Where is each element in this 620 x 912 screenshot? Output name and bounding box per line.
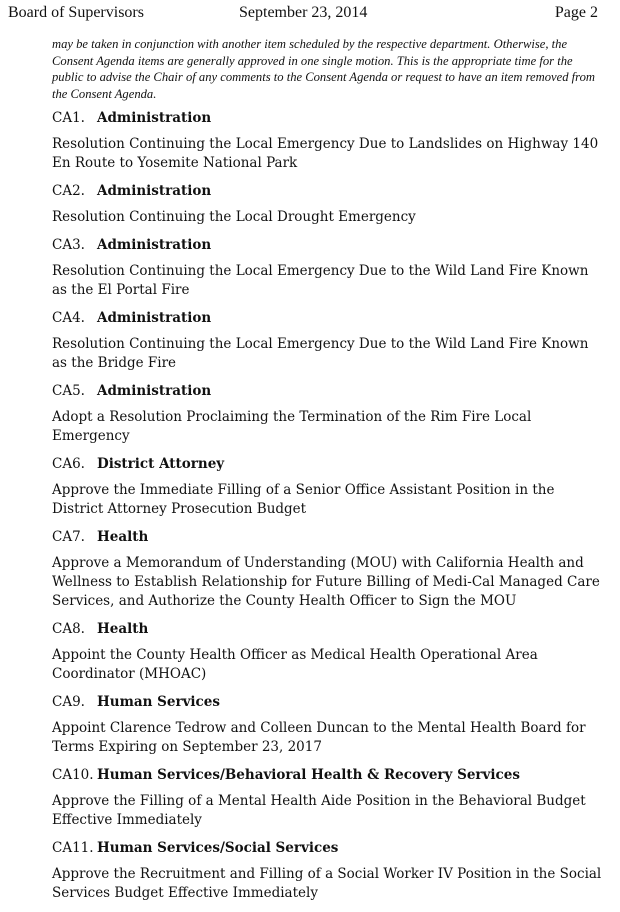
- agenda-item-heading: [52, 109, 607, 128]
- agenda-item-code: CA10.: [52, 767, 94, 783]
- agenda-item-department: Health: [97, 529, 149, 545]
- header-page-number: Page 2: [554, 4, 598, 21]
- agenda-item-department: Administration: [97, 183, 212, 199]
- agenda-item-code: CA9.: [52, 694, 85, 710]
- agenda-item: [52, 693, 607, 757]
- agenda-item: [52, 236, 607, 300]
- agenda-item-department: Administration: [97, 310, 212, 326]
- agenda-item-description: Appoint the County Health Officer as Medical Health Operational Area Coordinator (MHOAC): [52, 647, 538, 682]
- agenda-item-department: Human Services/Behavioral Health & Recovery Services: [97, 767, 520, 783]
- agenda-item-heading: [52, 620, 607, 639]
- agenda-item-heading: [52, 182, 607, 201]
- agenda-item: [52, 382, 607, 446]
- agenda-item-code: CA8.: [52, 621, 85, 637]
- agenda-item: [52, 528, 607, 611]
- agenda-item-heading: [52, 236, 607, 255]
- agenda-item-description: Resolution Continuing the Local Emergency Due to the Wild Land Fire Known as the Bridge Fire: [52, 336, 589, 371]
- agenda-item: [52, 109, 607, 173]
- agenda-item-description: Resolution Continuing the Local Drought Emergency: [52, 209, 416, 225]
- agenda-item: [52, 839, 607, 903]
- agenda-item-department: Human Services/Social Services: [97, 840, 339, 856]
- agenda-item-code: CA1.: [52, 110, 85, 126]
- agenda-item-department: District Attorney: [97, 456, 225, 472]
- agenda-item-code: CA7.: [52, 529, 85, 545]
- agenda-item: [52, 620, 607, 684]
- agenda-item-description: Approve the Recruitment and Filling of a Social Worker IV Position in the Social Services Budget Effective Immediately: [52, 866, 602, 901]
- header-date: September 23, 2014: [239, 4, 368, 21]
- agenda-item-description: Resolution Continuing the Local Emergency Due to Landslides on Highway 140 En Route to Yosemite National Park: [52, 136, 599, 171]
- agenda-item-department: Administration: [97, 110, 212, 126]
- page-header: [8, 4, 612, 24]
- agenda-item-heading: [52, 528, 607, 547]
- agenda-item-code: CA4.: [52, 310, 85, 326]
- agenda-item-description: Resolution Continuing the Local Emergency Due to the Wild Land Fire Known as the El Portal Fire: [52, 263, 589, 298]
- agenda-item-heading: [52, 693, 607, 712]
- agenda-item-description: Appoint Clarence Tedrow and Colleen Duncan to the Mental Health Board for Terms Expiring on September 23, 2017: [52, 720, 586, 755]
- consent-agenda-intro: may be taken in conjunction with another item scheduled by the respective department. Otherwise, the Consent Agenda items are generally approved in one single motion. This is the appropriate time for the public to advise the Chair of any comments to the Consent Agenda or request to have an item removed from the Consent Agenda.: [52, 37, 595, 101]
- agenda-item-code: CA5.: [52, 383, 85, 399]
- agenda-item: [52, 309, 607, 373]
- agenda-item-heading: [52, 455, 607, 474]
- agenda-item-code: CA2.: [52, 183, 85, 199]
- agenda-item-code: CA6.: [52, 456, 85, 472]
- agenda-item-heading: [52, 309, 607, 328]
- agenda-item-department: Health: [97, 621, 149, 637]
- agenda-item: [52, 766, 607, 830]
- agenda-item-description: Approve a Memorandum of Understanding (MOU) with California Health and Wellness to Establish Relationship for Future Billing of Medi-Cal Managed Care Services, and Authorize the County Health Officer to Sign the MOU: [52, 555, 600, 609]
- agenda-item: [52, 455, 607, 519]
- agenda-item-department: Administration: [97, 383, 212, 399]
- agenda-item: [52, 182, 607, 227]
- agenda-item-description: Approve the Filling of a Mental Health Aide Position in the Behavioral Budget Effective Immediately: [52, 793, 586, 828]
- agenda-item-code: CA11.: [52, 840, 94, 856]
- agenda-item-department: Human Services: [97, 694, 220, 710]
- agenda-item-heading: [52, 382, 607, 401]
- consent-agenda-list: [52, 109, 607, 912]
- agenda-item-heading: [52, 839, 607, 858]
- agenda-item-code: CA3.: [52, 237, 85, 253]
- agenda-item-description: Adopt a Resolution Proclaiming the Termination of the Rim Fire Local Emergency: [52, 409, 532, 444]
- agenda-item-department: Administration: [97, 237, 212, 253]
- agenda-item-description: Approve the Immediate Filling of a Senior Office Assistant Position in the District Attorney Prosecution Budget: [52, 482, 555, 517]
- agenda-item-heading: [52, 766, 607, 785]
- header-board-name: Board of Supervisors: [8, 4, 144, 21]
